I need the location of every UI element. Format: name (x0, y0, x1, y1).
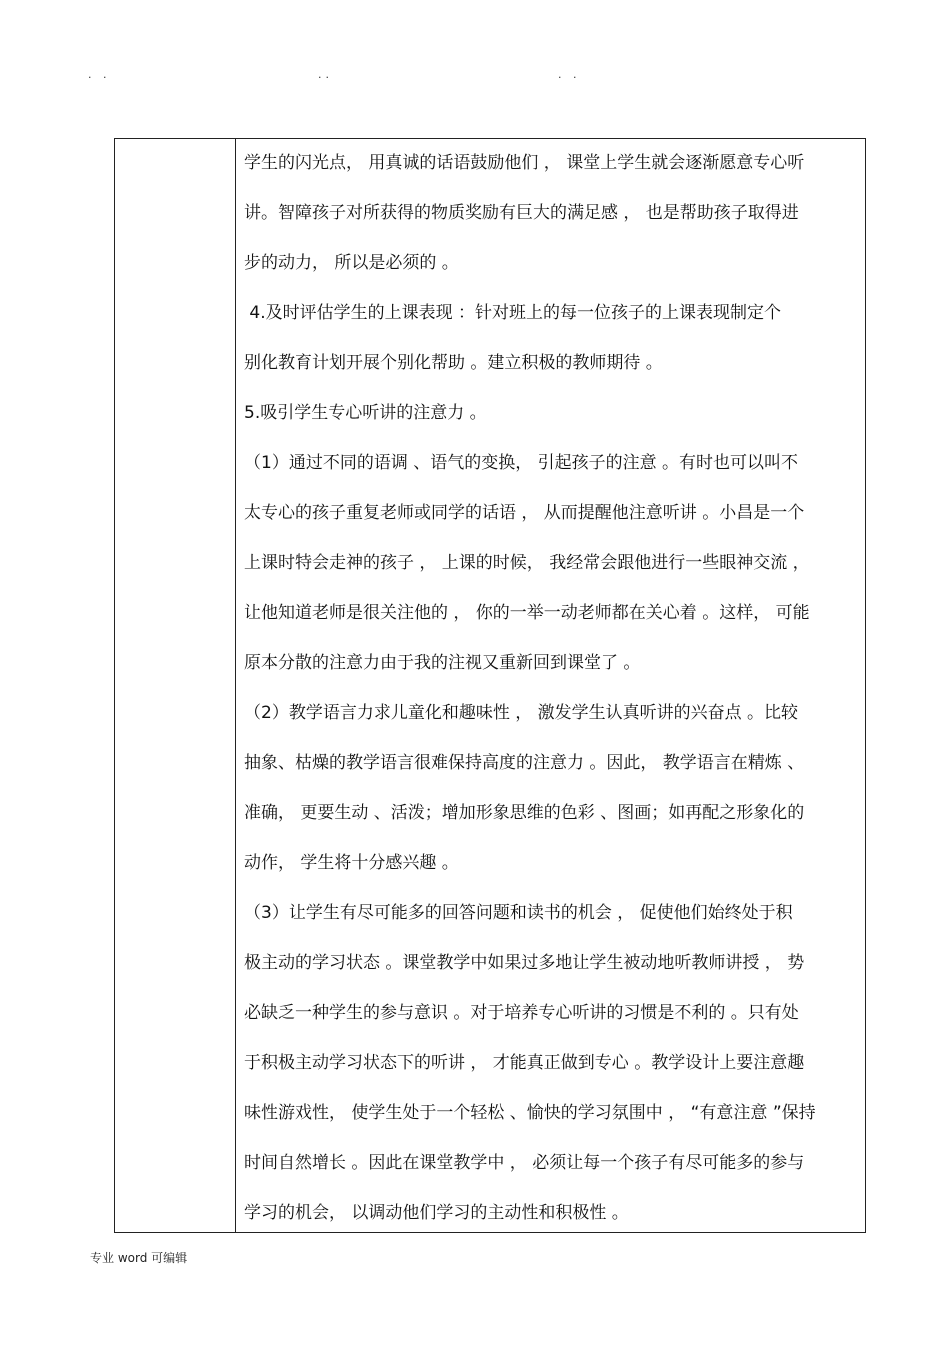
text-line: 5.吸引学生专心听讲的注意力 。 (244, 403, 487, 423)
text-line: 别化教育计划开展个别化帮助 。建立积极的教师期待 。 (244, 353, 663, 373)
text-line: 准确， 更要生动 、活泼；增加形象思维的色彩 、图画；如再配之形象化的 (244, 803, 805, 823)
text-line: 学习的机会， 以调动他们学习的主动性和积极性 。 (244, 1203, 629, 1223)
header-dots-right: . . (558, 68, 581, 81)
text-line: （2）教学语言力求儿童化和趣味性 ， 激发学生认真听讲的兴奋点 。比较 (244, 703, 799, 723)
footer-label: 专业 word 可编辑 (90, 1251, 188, 1265)
text-line: 步的动力， 所以是必须的 。 (244, 253, 459, 273)
text-line: （1）通过不同的语调 、语气的变换， 引起孩子的注意 。有时也可以叫不 (244, 453, 799, 473)
text-line: 讲。智障孩子对所获得的物质奖励有巨大的满足感 ， 也是帮助孩子取得进 (244, 203, 799, 223)
text-line: 学生的闪光点， 用真诚的话语鼓励他们 ， 课堂上学生就会逐渐愿意专心听 (244, 153, 805, 173)
text-line: 动作， 学生将十分感兴趣 。 (244, 853, 459, 873)
text-line: 4.及时评估学生的上课表现 ：针对班上的每一位孩子的上课表现制定个 (244, 303, 782, 323)
text-line: 必缺乏一种学生的参与意识 。对于培养专心听讲的习惯是不利的 。只有处 (244, 1003, 799, 1023)
table-left-cell (115, 139, 236, 1232)
table-content-cell (236, 139, 865, 1232)
document-table (114, 138, 866, 1233)
header-dots-mid: .. (318, 68, 333, 81)
text-line: 时间自然增长 。因此在课堂教学中 ， 必须让每一个孩子有尽可能多的参与 (244, 1153, 805, 1173)
text-line: 于积极主动学习状态下的听讲 ， 才能真正做到专心 。教学设计上要注意趣 (244, 1053, 805, 1073)
text-line: 原本分散的注意力由于我的注视又重新回到课堂了 。 (244, 653, 641, 673)
text-line: 太专心的孩子重复老师或同学的话语 ， 从而提醒他注意听讲 。小昌是一个 (244, 503, 805, 523)
text-line: 让他知道老师是很关注他的 ， 你的一举一动老师都在关心着 。这样， 可能 (244, 603, 810, 623)
header-dots-left: . . (88, 68, 111, 81)
text-line: 味性游戏性， 使学生处于一个轻松 、愉快的学习氛围中 ， “有意注意 ”保持 (244, 1103, 816, 1123)
text-line: （3）让学生有尽可能多的回答问题和读书的机会 ， 促使他们始终处于积 (244, 903, 793, 923)
text-line: 抽象、枯燥的教学语言很难保持高度的注意力 。因此， 教学语言在精炼 、 (244, 753, 805, 773)
text-line: 极主动的学习状态 。课堂教学中如果过多地让学生被动地听教师讲授 ， 势 (244, 953, 805, 973)
text-line: 上课时特会走神的孩子 ， 上课的时候， 我经常会跟他进行一些眼神交流 ， (244, 553, 810, 573)
